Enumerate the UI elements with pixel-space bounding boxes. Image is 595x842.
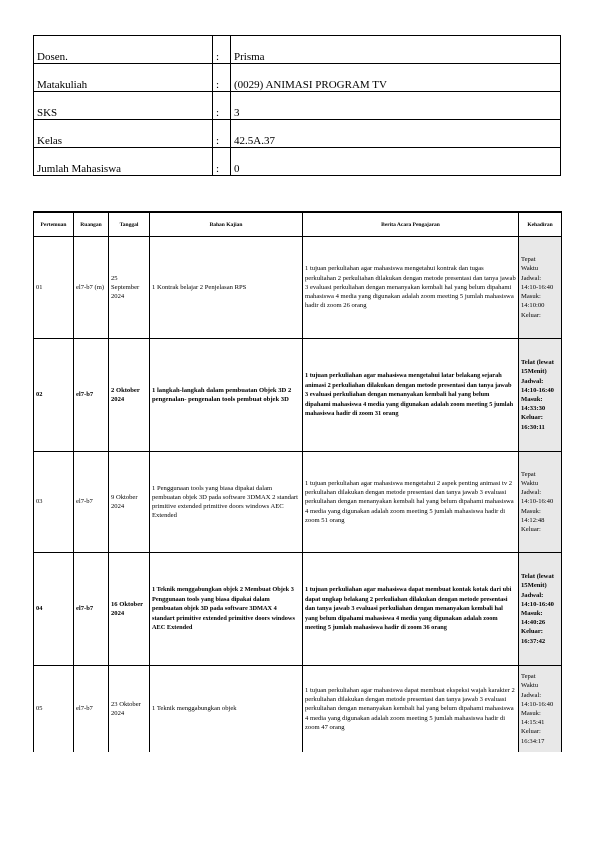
attendance-line: Jadwal:: [521, 489, 542, 497]
attendance-line: Masuk:: [521, 507, 541, 515]
study-material: 1 Teknik menggabungkan objek: [150, 666, 303, 753]
attendance-line: Waktu: [521, 682, 539, 690]
info-row-dosen: [34, 36, 561, 64]
info-value: (0029) ANIMASI PROGRAM TV: [231, 64, 561, 92]
info-value: 42.5A.37: [231, 120, 561, 148]
meeting-number: 02: [34, 339, 74, 452]
room: el7-b7: [74, 666, 109, 753]
info-label: Jumlah Mahasiswa: [34, 148, 213, 176]
info-separator: :: [213, 64, 231, 92]
attendance-line: 14:10-16:40: [521, 283, 554, 291]
attendance-line: Tepat: [521, 470, 536, 478]
attendance-line: Masuk:: [521, 610, 543, 617]
attendance-line: Telat (lewat: [521, 573, 554, 581]
header-bahan-kajian: Bahan Kajian: [150, 212, 303, 237]
attendance-line: 14:15:41: [521, 719, 545, 727]
attendance-cell: [519, 553, 562, 666]
teaching-log-table: [33, 211, 562, 752]
info-row-jumlah-mahasiswa: [34, 148, 561, 176]
room: el7-b7: [74, 553, 109, 666]
date: 9 Oktober 2024: [109, 452, 150, 553]
attendance-cell: [519, 339, 562, 452]
date: 16 Oktober 2024: [109, 553, 150, 666]
attendance-line: Tepat: [521, 673, 536, 681]
attendance-cell: [519, 452, 562, 553]
info-label: Dosen.: [34, 36, 213, 64]
info-row-matakuliah: [34, 64, 561, 92]
info-value: 0: [231, 148, 561, 176]
info-separator: :: [213, 148, 231, 176]
study-material: 1 Penggunaan tools yang biasa dipakai dalam pembuatan objek 3D pada software 3DMAX 2 standart primitive extended primitive doors windows AEC Extended: [150, 452, 303, 553]
attendance-line: 14:33:30: [521, 405, 546, 413]
attendance-line: 15Menit): [521, 368, 547, 376]
attendance-line: Tepat: [521, 256, 536, 264]
info-label: Matakuliah: [34, 64, 213, 92]
header-berita-acara: Berita Acara Pengajaran: [303, 212, 519, 237]
attendance-cell: [519, 666, 562, 753]
date: 23 Oktober 2024: [109, 666, 150, 753]
teaching-report: 1 tujuan perkuliahan agar mahasiswa mengetahui 2 aspek penting animasi tv 2 perkuliahan dilakukan dengan metode presentasi dan tanya jawab 3 evaluasi perkuliahan dengan menanyakan kembali hal yang belum dipahami mahasiswa 4 media yang digunakan adalah zoom meeting 5 jumlah mahasiswa hadir di zoom 51 orang: [303, 452, 519, 553]
table-header-row: [34, 212, 562, 237]
info-row-kelas: [34, 120, 561, 148]
info-separator: :: [213, 36, 231, 64]
attendance-line: Keluar:: [521, 526, 541, 533]
attendance-line: Telat (lewat: [521, 359, 554, 367]
attendance-line: 14:12:48: [521, 516, 545, 524]
attendance-line: Waktu: [521, 479, 539, 487]
attendance-line: 16:30:11: [521, 423, 545, 431]
attendance-line: Masuk:: [521, 396, 543, 403]
attendance-line: Masuk:: [521, 710, 541, 717]
info-label: Kelas: [34, 120, 213, 148]
table-row: [34, 452, 562, 553]
meeting-number: 03: [34, 452, 74, 553]
date: 25 September 2024: [109, 237, 150, 339]
teaching-report: 1 tujuan perkuliahan agar mahasiswa mengetahui latar belakang sejarah animasi 2 perkuliahan dilakukan dengan metode presentasi dan tanya jawab 3 evaluasi perkuliahan dengan menanyakan kembali hal yang belum dipahami mahasiswa 4 media yang digunakan adalah zoom meeting 5 jumlah mahasiswa hadir di zoom 31 orang: [303, 339, 519, 452]
attendance-line: Jadwal:: [521, 274, 542, 282]
date: 2 Oktober 2024: [109, 339, 150, 452]
header-pertemuan: Pertemuan: [34, 212, 74, 237]
header-ruangan: Ruangan: [74, 212, 109, 237]
attendance-line: 14:10-16:40: [521, 700, 554, 708]
info-value: Prisma: [231, 36, 561, 64]
attendance-line: Masuk:: [521, 293, 541, 301]
attendance-line: Keluar:: [521, 414, 543, 422]
attendance-line: 14:40:26: [521, 619, 546, 627]
info-row-sks: [34, 92, 561, 120]
room: el7-b7 (m): [74, 237, 109, 339]
attendance-line: Jadwal:: [521, 377, 544, 385]
study-material: 1 langkah-langkah dalam pembuatan Objek 3D 2 pengenalan- pengenalan tools pembuat objek 3D: [150, 339, 303, 452]
teaching-report: 1 tujuan perkuliahan agar mahasiswa dapat membuat kontak kotak dari ubi dapat ungkap belakang 2 perkuliahan dilakukan dengan metode presentasi dan tanya jawab 3 evaluasi perkuliahan dengan menanyakan kembali hal yang belum dipahami mahasiswa 4 media yang digunakan adalah zoom meeting 5 jumlah mahasiswa hadir di zoom 36 orang: [303, 553, 519, 666]
meeting-number: 05: [34, 666, 74, 753]
header-tanggal: Tanggal: [109, 212, 150, 237]
header-kehadiran: Kehadiran: [519, 212, 562, 237]
attendance-line: Keluar:: [521, 728, 541, 736]
teaching-report: 1 tujuan perkuliahan agar mahasiswa mengetahui kontrak dan tugas perkuliahan 2 perkuliahan dilakukan dengan metode presentasi dan tanya jawab 3 evaluasi perkuliahan dengan menanyakan kembali hal yang belum dipahami mahasiswa 4 media yang digunakan adalah zoom meeting 5 jumlah mahasiswa hadir di zoom 26 orang: [303, 237, 519, 339]
teaching-report: 1 tujuan perkuliahan agar mahasiswa dapat membuat ekspeksi wajah karakter 2 perkuliahan dilakukan dengan metode presentasi dan tanya jawab 3 evaluasi perkuliahan dengan menanyakan kembali hal yang belum dipahami mahasiswa 4 media yang digunakan adalah zoom meeting 5 jumlah mahasiswa hadir di zoom 47 orang: [303, 666, 519, 753]
attendance-line: Jadwal:: [521, 591, 544, 599]
study-material: 1 Teknik menggabungkan objek 2 Membuat Objek 3 Penggunaan tools yang biasa dipakai dalam pembuatan objek 3D pada software 3DMAX 4 standart primitive extended primitive doors windows AEC Extended: [150, 553, 303, 666]
attendance-line: 14:10-16:40: [521, 600, 554, 608]
attendance-line: Keluar:: [521, 311, 541, 319]
attendance-line: 15Menit): [521, 582, 547, 590]
meeting-number: 04: [34, 553, 74, 666]
attendance-line: Keluar:: [521, 628, 543, 636]
table-row: [34, 237, 562, 339]
attendance-line: 14:10-16:40: [521, 386, 554, 394]
table-row: [34, 339, 562, 452]
room: el7-b7: [74, 452, 109, 553]
attendance-line: 16:34:17: [521, 737, 545, 745]
attendance-line: 14:10:00: [521, 302, 545, 310]
course-info-table: [33, 35, 561, 176]
table-row: [34, 553, 562, 666]
info-value: 3: [231, 92, 561, 120]
room: el7-b7: [74, 339, 109, 452]
info-label: SKS: [34, 92, 213, 120]
attendance-cell: [519, 237, 562, 339]
attendance-line: Jadwal:: [521, 691, 542, 699]
attendance-line: 16:37:42: [521, 637, 546, 645]
study-material: 1 Kontrak belajar 2 Penjelasan RPS: [150, 237, 303, 339]
attendance-line: 14:10-16:40: [521, 498, 554, 506]
meeting-number: 01: [34, 237, 74, 339]
attendance-line: Waktu: [521, 265, 539, 273]
info-separator: :: [213, 120, 231, 148]
info-separator: :: [213, 92, 231, 120]
table-row: [34, 666, 562, 753]
